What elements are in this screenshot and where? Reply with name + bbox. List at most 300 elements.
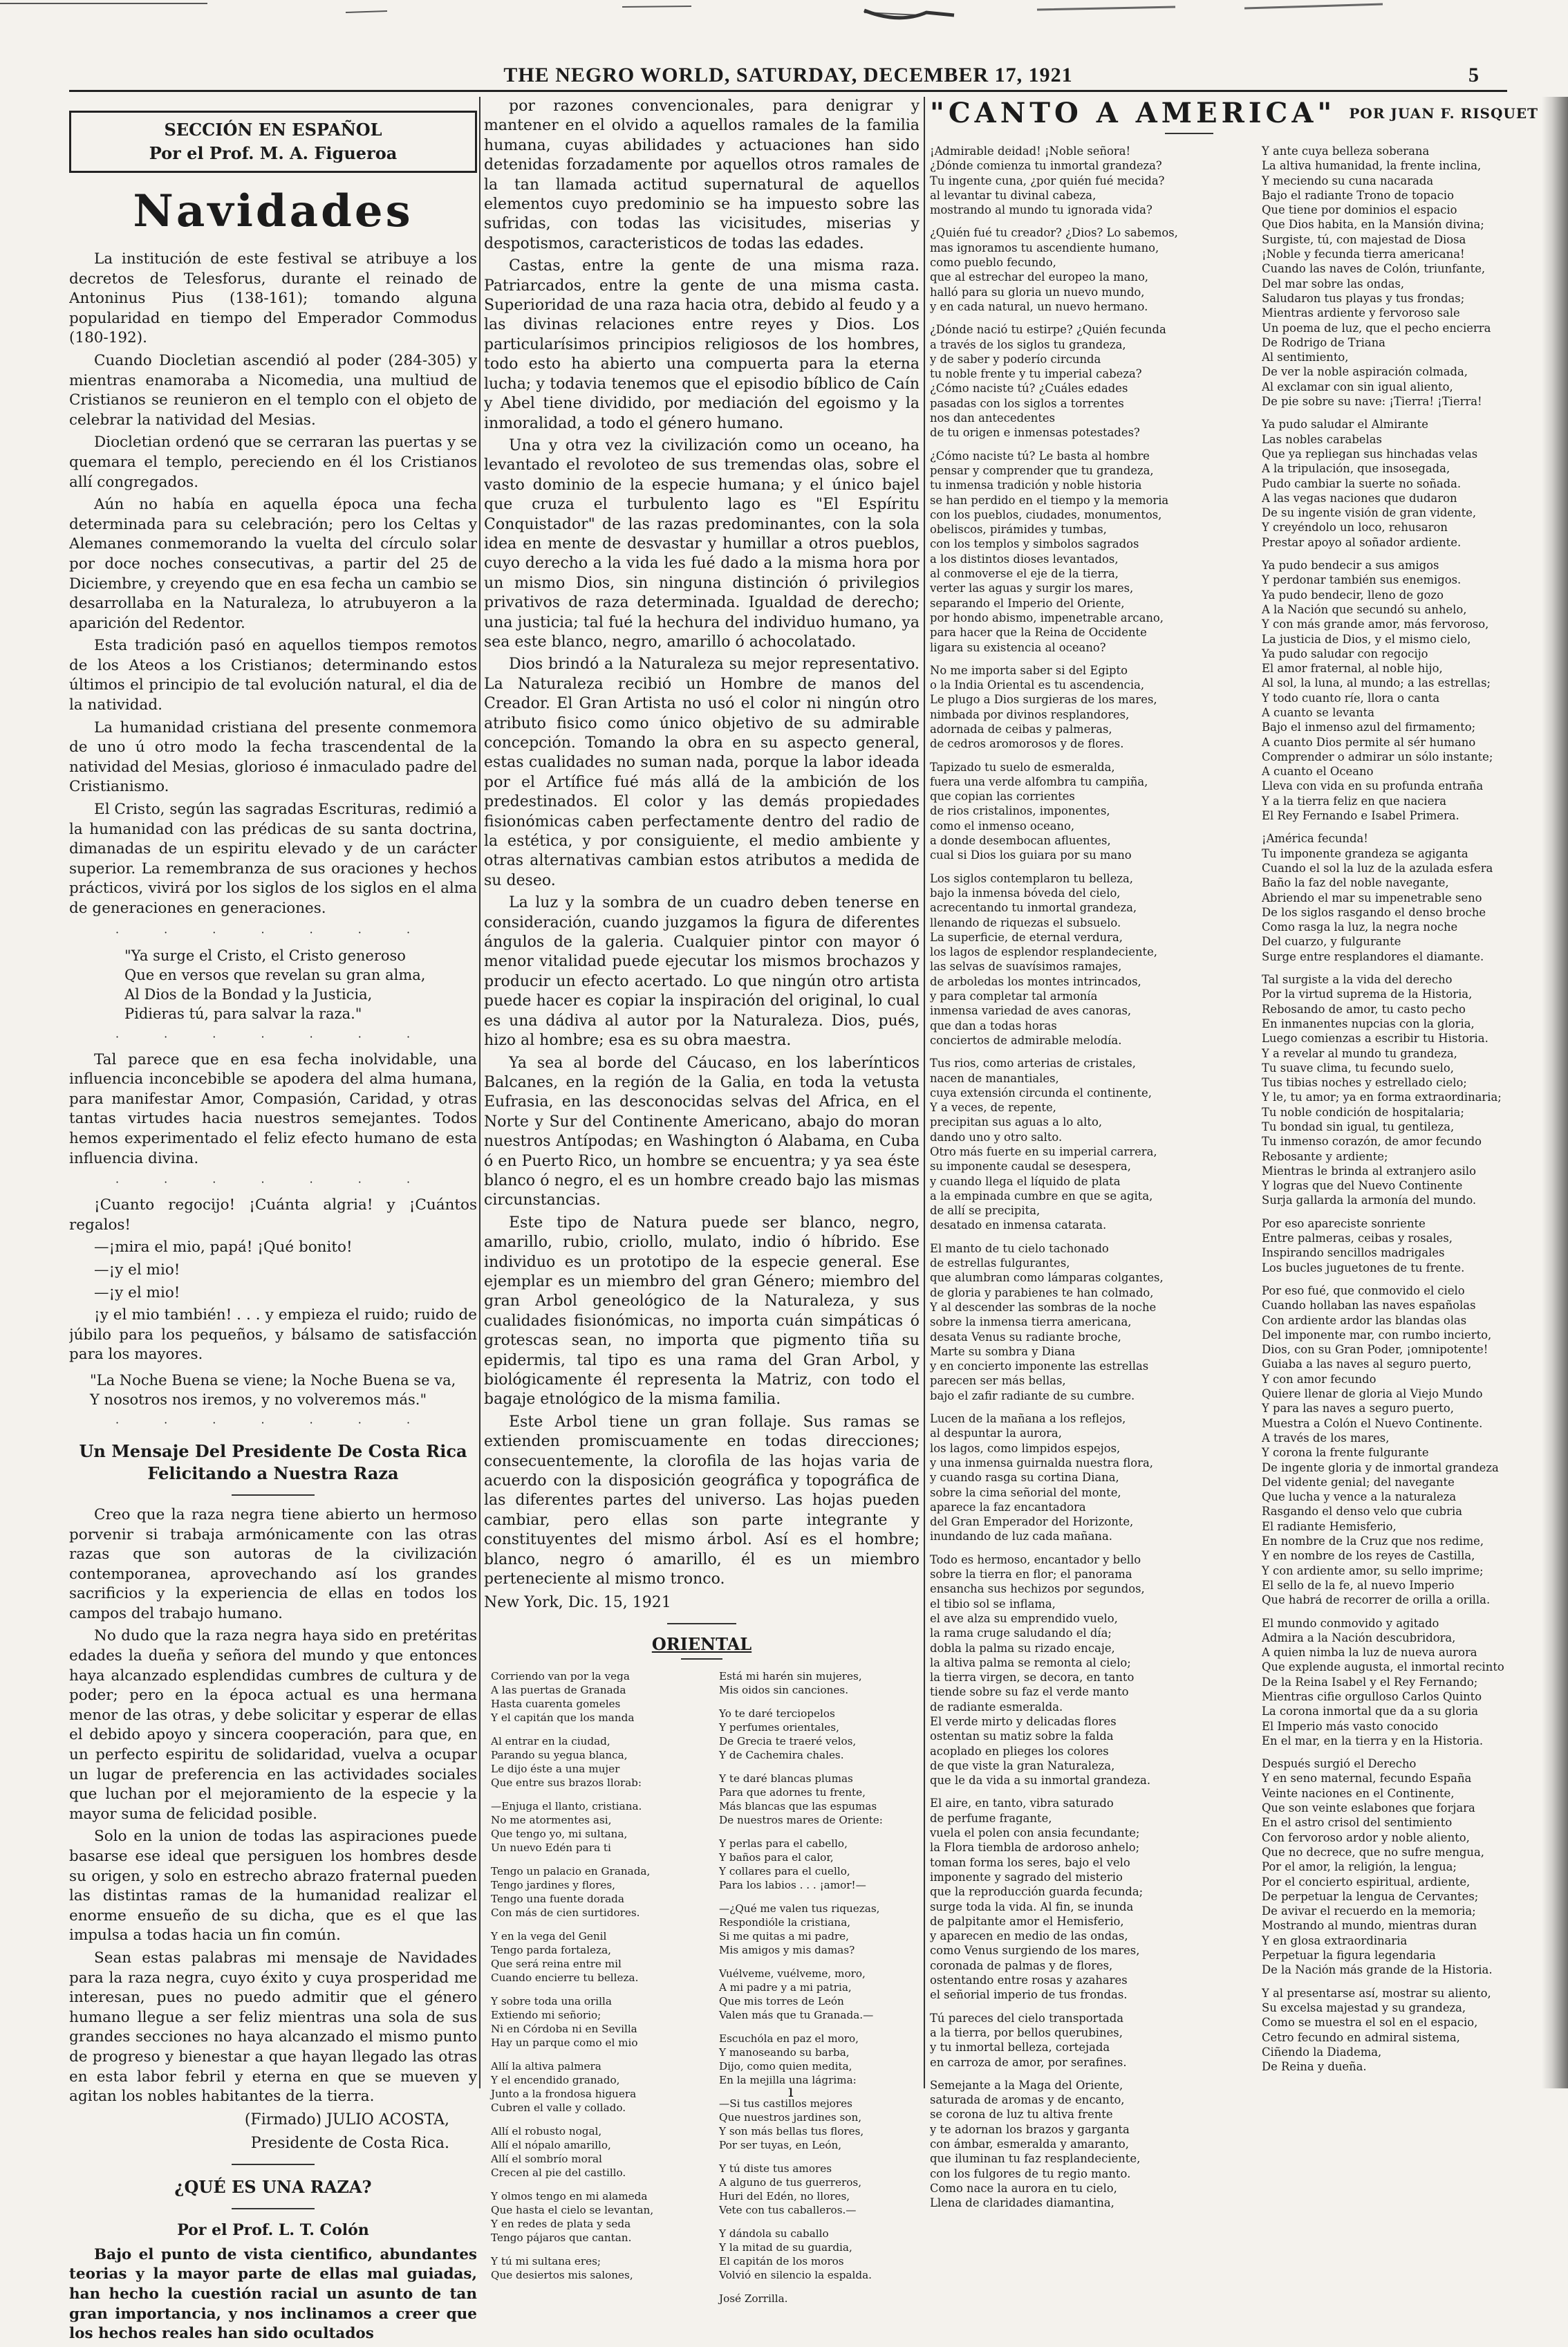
verse-line: con ámbar, esmeralda y amaranto, [930,2137,1129,2151]
paragraph: —¡y el mio! [94,1261,180,1279]
verse-line: Corriendo van por la vega [491,1669,630,1682]
verse-line: pasadas con los siglos a torrentes [930,396,1124,410]
verse-line: Más blancas que las espumas [719,1799,877,1812]
stanza [719,1772,920,1827]
verse-line: Al Dios de la Bondad y la Justicia, [124,985,373,1003]
verse-line: Tengo un palacio en Granada, [491,1864,651,1877]
verse-line: y en cada natural, un nuevo hermano. [930,299,1148,313]
verse-line: Y baños para el calor, [719,1850,834,1864]
verse-line: Y en redes de plata y seda [491,2217,631,2230]
verse-noche-buena [90,1371,477,1409]
verse-line: El Rey Fernando e Isabel Primera. [1262,809,1459,823]
verse-line: Los siglos contemplaron tu belleza, [930,871,1134,885]
verse-line: saturada de aromas y de encanto, [930,2093,1125,2107]
verse-line: Como nace la aurora en tu cielo, [930,2181,1117,2195]
verse-line: se corona de luz tu altiva frente [930,2108,1113,2122]
verse-line: Surge entre resplandores el diamante. [1262,949,1484,963]
stanza [1262,1283,1538,1608]
verse-line: la tierra virgen, se decora, en tanto [930,1671,1135,1685]
verse-line: a través de los siglos tu grandeza, [930,337,1126,351]
verse-line: Rebosando de amor, tu casto pecho [1262,1002,1466,1016]
verse-line: A alguno de tus guerreros, [719,2176,862,2189]
verse-line: precipitan sus aguas a lo alto, [930,1115,1103,1129]
verse-line: y te adornan los brazos y garganta [930,2122,1130,2136]
verse-line: Rasgando el denso velo que cubria [1262,1505,1462,1519]
verse-line: Tal surgiste a la vida del derecho [1262,973,1453,987]
verse-line: a los distintos dioses levantados, [930,552,1119,566]
verse-line: obeliscos, pirámides y tumbas, [930,523,1107,537]
verse-line: Y creyéndolo un loco, rehusaron [1262,521,1448,535]
verse-line: toman forma los seres, bajo el velo [930,1855,1130,1869]
divider-dots: · · · · · · · [115,1416,431,1429]
verse-line: Que desiertos mis salones, [491,2268,633,2281]
verse-line: "Ya surge el Cristo, el Cristo generoso [124,947,406,964]
stanza [930,1056,1241,1233]
column-2 [484,97,920,2315]
verse-line: de que viste la gran Naturaleza, [930,1759,1115,1772]
stanza [930,2011,1241,2070]
verse-line: bajo el zafir radiante de su cumbre. [930,1389,1135,1402]
verse-line: y cuando llega el líquido de plata [930,1174,1121,1188]
verse-line: Marte su sombra y Diana [930,1344,1076,1358]
verse-line: tiende sobre su faz el verde manto [930,1685,1129,1699]
verse-line: con los fulgores de tu regio manto. [930,2167,1131,2180]
verse-line: Y nosotros nos iremos, y no volveremos más." [90,1391,427,1408]
verse-line: Y collares para el cuello, [719,1864,850,1877]
canto-poem [930,144,1538,2218]
section-box [69,111,477,173]
verse-line: adornada de ceibas y palmeras, [930,722,1112,736]
verse-line: De su ingente visión de gran vidente, [1262,506,1477,520]
verse-line: de arboledas los montes intrincados, [930,974,1141,988]
stanza [1262,417,1538,550]
verse-line: ¡América fecunda! [1262,832,1368,846]
verse-line: Ciñendo la Diadema, [1262,2045,1382,2059]
verse-line: Comprender o admirar un sólo instante; [1262,750,1493,763]
paragraph: —¡mira el mio, papá! ¡Qué bonito! [94,1239,353,1256]
verse-line: Y para las naves a seguro puerto, [1262,1402,1454,1416]
verse-line: tu noble frente y tu imperial cabeza? [930,367,1142,381]
verse-line: Que mis torres de León [719,1994,844,2007]
stanza [719,1837,920,1892]
masthead [69,64,1507,87]
verse-line: sobre la inmensa tierra americana, [930,1315,1132,1329]
verse-line: Bajo el radiante Trono de topacio [1262,188,1454,202]
verse-line: De Reina y dueña. [1262,2060,1367,2074]
stanza [930,2078,1241,2211]
verse-line: La corona inmortal que da a su gloria [1262,1705,1479,1718]
verse-line: que copian las corrientes [930,790,1075,804]
verse-line: Saludaron tus playas y tus frondas; [1262,291,1465,305]
paragraph: ¡y el mio también! . . . y empieza el ruido; ruido de júbilo para los pequeños, y bálsamo de satisfacción para los mayores. [69,1306,477,1364]
verse-line: los lagos, como limpidos espejos, [930,1441,1121,1455]
navidades-title: Navidades [133,185,413,237]
divider [232,2208,315,2209]
verse-line: Y a veces, de repente, [930,1101,1056,1115]
verse-line: Surgiste, tú, con majestad de Diosa [1262,232,1466,246]
verse-line: ostentan su matiz sobre la falda [930,1729,1114,1743]
verse-line: cual si Dios los guiara por su mano [930,848,1132,862]
verse-line: Veinte naciones en el Continente, [1262,1786,1455,1800]
verse-line: Abriendo el mar su impenetrable seno [1262,891,1482,905]
signature: (Firmado) JULIO ACOSTA, [244,2111,449,2128]
verse-line: Allí el sombrío moral [491,2152,602,2165]
verse-line: Está mi harén sin mujeres, [719,1669,862,1682]
verse-line: inmensa variedad de aves canoras, [930,1004,1132,1018]
stanza [491,1994,691,2050]
verse-line: vuela el polen con ansia fecundante; [930,1826,1140,1840]
verse-line: Que tiene por dominios el espacio [1262,203,1457,217]
verse-line: de palpitante amor el Hemisferio, [930,1914,1124,1928]
verse-line: al levantar tu divinal cabeza, [930,188,1096,202]
verse-line: imponente y sagrado del misterio [930,1870,1123,1884]
verse-line: Y al descender las sombras de la noche [930,1300,1157,1314]
verse-line: Mientras le brinda al extranjero asilo [1262,1164,1476,1178]
verse-line: El radiante Hemisferio, [1262,1519,1397,1533]
verse-line: Y olmos tengo en mi alameda [491,2189,648,2202]
verse-line: Y meciendo su cuna nacarada [1262,174,1434,187]
verse-line: Y perdonar también sus enemigos. [1262,573,1462,587]
masthead-rule [69,90,1507,92]
stanza [930,1241,1241,1403]
section-title: SECCIÓN EN ESPAÑOL [164,120,382,140]
paragraph: Creo que la raza negra tiene abierto un hermoso porvenir si trabaja armónicamente con las otras razas que son autoras de la civilización contemporanea, aprovechando así los grandes sacrificios y la experiencia de ellas en todos los campos del trabajo humano. [69,1505,477,1622]
verse-line: La altiva humanidad, la frente inclina, [1262,159,1482,173]
verse-line: En inmanentes nupcias con la gloria, [1262,1017,1475,1030]
verse-line: ¡Noble y fecunda tierra americana! [1262,248,1465,261]
column-rule-2 [924,97,925,2088]
verse-line: del Gran Emperador del Horizonte, [930,1515,1134,1529]
verse-line: con los pueblos, ciudades, monumentos, [930,508,1162,521]
verse-line: de rios cristalinos, imponentes, [930,804,1110,818]
verse-line: Y tú diste tus amores [719,2162,832,2175]
stanza [491,1734,691,1790]
verse-line: Y en nombre de los reyes de Castilla, [1262,1549,1475,1563]
verse-line: Si me quitas a mi padre, [719,1929,849,1942]
stanza [930,1552,1241,1788]
verse-line: Por el concierto espiritual, ardiente, [1262,1875,1471,1889]
verse-line: Que entre sus brazos llorab: [491,1776,642,1789]
stanza [930,449,1241,655]
stanza [930,1411,1241,1544]
verse-line: Y sobre toda una orilla [491,1994,612,2007]
verse-line: Tengo una fuente dorada [491,1892,624,1905]
verse-line: a la tierra, por bellos querubines, [930,2025,1123,2039]
verse-line: Prestar apoyo al soñador ardiente. [1262,535,1462,549]
signature-title: Presidente de Costa Rica. [250,2134,449,2152]
verse-line: Y en glosa extraordinaria [1262,1933,1408,1947]
verse-line: sobre la cima señorial del monte, [930,1485,1121,1499]
verse-line: y en concierto imponente las estrellas [930,1360,1149,1373]
verse-line: y aparecen en medio de las ondas, [930,1929,1128,1943]
verse-line: cuya extensión circunda el continente, [930,1086,1152,1100]
verse-line: Cuando las naves de Colón, triunfante, [1262,262,1486,276]
verse-line: Tengo pájaros que cantan. [491,2231,632,2244]
verse-line: Hasta cuarenta gomeles [491,1697,621,1710]
verse-line: Lleva con vida en su profunda entraña [1262,779,1484,793]
verse-line: desata Venus su radiante broche, [930,1330,1121,1344]
verse-line: De nuestros mares de Oriente: [719,1813,883,1826]
verse-line: De perpetuar la lengua de Cervantes; [1262,1889,1479,1903]
stanza [491,2254,691,2282]
verse-line: Surja gallarda la armonía del mundo. [1262,1194,1477,1207]
verse-line: con los templos y simbolos sagrados [930,537,1139,551]
verse-line: —Si tus castillos mejores [719,2097,852,2110]
verse-line: Respondióle la cristiana, [719,1915,851,1929]
verse-line: Por la virtud suprema de la Historia, [1262,987,1473,1001]
verse-line: Baño la faz del noble navegante, [1262,876,1449,890]
verse-line: Extiendo mi señorio; [491,2008,601,2021]
verse-line: que alumbran como lámparas colgantes, [930,1271,1164,1285]
verse-line: Tu bondad sin igual, tu gentileza, [1262,1120,1455,1133]
verse-line: Perpetuar la figura legendaria [1262,1949,1436,1963]
verse-line: que le da vida a su inmortal grandeza. [930,1774,1151,1788]
verse-line: Inspirando sencillos madrigales [1262,1246,1445,1260]
verse-line: Llena de claridades diamantina, [930,2196,1114,2210]
verse-line: Vete con tus caballeros.— [719,2203,857,2216]
verse-line: Cetro fecundo en admiral sistema, [1262,2030,1460,2044]
verse-line: Mostrando al mundo, mientras duran [1262,1919,1477,1933]
verse-line: nimbada por divinos resplandores, [930,707,1130,721]
verse-line: de radiante esmeralda. [930,1700,1063,1714]
verse-line: sobre la tierra en flor; el panorama [930,1568,1132,1581]
canto-title [930,97,1538,130]
verse-line: Que explende augusta, el inmortal recinto [1262,1660,1504,1674]
verse-line: el ave alza su emprendido vuelo, [930,1611,1118,1625]
divider-dots: · · · · · · · [115,1176,431,1189]
verse-line: Muestra a Colón el Nuevo Continente. [1262,1416,1483,1430]
paragraph: Tal parece que en esa fecha inolvidable, una influencia inconcebible se apodera del alma humana, para manifestar Amor, Compasión, Caridad, y otras tantas virtudes hacia nuestros semejantes. Todos hemos experimentado el feliz efecto humano de esta influencia divina. [69,1050,477,1167]
navidades-dialogue [69,1196,477,1365]
verse-line: al despuntar la aurora, [930,1427,1062,1440]
stanza [1262,558,1538,823]
verse-line: de cedros aromorosos y de flores. [930,737,1124,751]
verse-line: Ni en Córdoba ni en Sevilla [491,2022,637,2035]
verse-line: Junto a la frondosa higuera [491,2087,637,2100]
verse-line: bajo la inmensa bóveda del cielo, [930,886,1121,900]
verse-line: mostrando al mundo tu ignorada vida? [930,203,1152,217]
verse-line: Parando su yegua blanca, [491,1748,628,1761]
stanza [1262,972,1538,1208]
verse-line: Mis amigos y mis damas? [719,1943,855,1956]
verse-line: tu inmensa tradición y noble historia [930,479,1142,492]
verse-line: Con ardiente ardor las blandas olas [1262,1313,1467,1327]
divider-dots: · · · · · · · [115,925,431,939]
oriental-left [484,1669,691,2315]
divider [667,1623,736,1624]
stanza [719,2032,920,2087]
verse-line: Luego comienzas a escribir tu Historia. [1262,1032,1488,1046]
verse-line: Y perlas para el cabello, [719,1837,848,1850]
verse-line: desatado en inmensa catarata. [930,1218,1107,1232]
verse-line: la Flora tiembla de ardoroso anhelo; [930,1841,1140,1855]
column-rule-1 [479,97,480,2088]
verse-line: Y en seno maternal, fecundo España [1262,1772,1472,1785]
verse-line: Vuélveme, vuélveme, moro, [719,1967,866,1980]
verse-line: Que lucha y vence a la naturaleza [1262,1490,1457,1504]
verse-line: Un poema de luz, que el pecho encierra [1262,321,1491,335]
verse-line: El aire, en tanto, vibra saturado [930,1797,1114,1810]
stanza [1262,144,1538,409]
stanza [491,2124,691,2180]
verse-line: De Rodrigo de Triana [1262,335,1385,349]
verse-line: Y son más bellas tus flores, [719,2124,864,2137]
verse-line: coronada de palmas y de flores, [930,1958,1113,1972]
verse-line: acoplado en plieges los colores [930,1744,1109,1758]
verse-line: Ya pudo bendecir, lleno de gozo [1262,588,1444,602]
verse-line: Que será reina entre mil [491,1957,622,1970]
verse-line: al conmoverse el eje de la tierra, [930,567,1119,581]
verse-line: El mundo conmovido y agitado [1262,1616,1439,1630]
verse-line: Como se muestra el sol en el espacio, [1262,2016,1478,2030]
stanza [491,2189,691,2245]
stanza [930,871,1241,1048]
paragraph: No dudo que la raza negra haya sido en pretéritas edades la dueña y señora del mundo y que entonces haya alcanzado esplendidas cumbres de cultura y de poder; pero en la época actual es una hermana menor de las otras, y debe solicitar y esperar de ellas el debido apoyo y sincera cooperación, para que, en un perfecto espiritu de solidaridad, vuelva a ocupar un lugar de preferencia en las actividades sociales que luchan por el mejoramiento de la especie y la mayor suma de felicidad posible. [69,1627,477,1823]
scan-top-edge [0,0,1568,41]
verse-line: Cuando encierre tu belleza. [491,1971,639,1984]
verse-line: Y le, tu amor; ya en forma extraordinaria; [1262,1091,1502,1104]
verse-line: de allí se precipita, [930,1204,1040,1218]
paragraph: Este tipo de Natura puede ser blanco, negro, amarillo, rubio, criollo, mulato, indio ó híbrido. Ese individuo es un prototipo de la especie general. Ese ejemplar es un miembro del gran Género; miembro del gran Arbol geneológico de la Naturaleza, y sus cualidades fisionómicas, no importa cuán simpáticas ó grotescas sean, no importa que pigmento tiña su epidermis, tal tipo es una rama del Gran Arbol, y biológicamente él representa la Matriz, con todo el bagaje etnológico de la misma familia. [484,1214,920,1409]
paragraph: Dios brindó a la Naturaleza su mejor representativo. La Naturaleza recibió un Hombre de manos del Creador. El Gran Artista no usó el color ni ningún otro atributo fisico como único objetivo de su admirable concepción. Tomando la obra en su aspecto general, estas cualidades no suman nada, porque la labor ideada por el Artífice fué más allá de la ambición de los predestinados. El color y las demás propiedades fisionómicas caben perfectamente dentro del radio de la estética, y por consiguiente, el medio ambiente y otras alternativas cambian estos atributos a medida de su deseo. [484,656,920,889]
verse-line: Que no decrece, que no sufre mengua, [1262,1845,1484,1859]
verse-line: Escuchóla en paz el moro, [719,2032,859,2045]
stanza [930,225,1241,314]
divider [232,2164,315,2165]
verse-line: ¿Dónde comienza tu inmortal grandeza? [930,159,1162,173]
verse-line: Tengo jardines y flores, [491,1878,615,1891]
verse-line: No me importa saber si del Egipto [930,663,1128,677]
verse-line: Allí el nópalo amarillo, [491,2138,611,2151]
verse-line: y de saber y poderío circunda [930,352,1101,366]
stanza [491,1864,691,1920]
verse-line: Al sol, la luna, al mundo; a las estrellas; [1262,676,1491,690]
verse-line: Bajo el inmenso azul del firmamento; [1262,721,1476,734]
navidades-body [69,250,477,919]
verse-line: Tu imponente grandeza se agiganta [1262,846,1468,860]
verse-line: Ya pudo bendecir a sus amigos [1262,559,1439,573]
verse-line: para hacer que la Reina de Occidente [930,626,1147,640]
verse-line: A mi padre y a mi patria, [719,1980,852,1994]
verse-line: El amor fraternal, al noble hijo, [1262,662,1443,676]
verse-line: dando uno y otro salto. [930,1130,1063,1144]
verse-line: Que en versos que revelan su gran alma, [124,966,426,983]
verse-line: el señorial imperio de tus frondas. [930,1988,1128,2002]
verse-line: de perfume fragante, [930,1811,1052,1825]
verse-line: Y ante cuya belleza soberana [1262,145,1430,158]
paragraph: Este Arbol tiene un gran follaje. Sus ramas se extienden promiscuamente en todas direcciones; consecuentemente, la clorofila de las hojas varia de acuerdo con la disposición geográfica y topográfica de las diferentes partes del universo. Las hojas pueden cambiar, pero ellas son parte integrante y constituyentes del mismo árbol. Así es el hombre; blanco, negro ó amarillo, él es un miembro perteneciente al mismo tronco. [484,1413,920,1588]
verse-line: "La Noche Buena se viene; la Noche Buena se va, [90,1371,456,1389]
verse-line: A la Nación que secundó su anhelo, [1262,602,1467,616]
verse-line: Al entrar en la ciudad, [491,1734,610,1747]
stanza [719,1967,920,2022]
stanza [719,2227,920,2282]
canto-left [930,144,1241,2218]
oriental-right [712,1669,920,2315]
paragraph: Aún no había en aquella época una fecha determinada para su celebración; pero los Celtas y Alemanes conmemorando la vuelta del círculo solar por doce noches consecutivas, a partir del 25 de Diciembre, y creyendo que en esa fecha un cambio se desarrollaba en la Naturaleza, lo atrubuyeron a la aparición del Redentor. [69,496,477,632]
verse-line: y cuando rasga su cortina Diana, [930,1471,1119,1485]
verse-line: Pudo cambiar la suerte no soñada. [1262,476,1462,490]
verse-line: De los siglos rasgando el denso broche [1262,905,1486,919]
verse-line: Que Dios habita, en la Mansión divina; [1262,218,1484,232]
stanza [1262,1616,1538,1749]
navidades-body-2 [69,1050,477,1169]
stanza [719,2162,920,2217]
verse-line: Cuando el sol la luz de la azulada esfera [1262,861,1493,875]
verse-line: Allí el robusto nogal, [491,2124,602,2137]
verse-line: fuera una verde alfombra tu campiña, [930,774,1148,788]
verse-line: Después surgió el Derecho [1262,1757,1417,1771]
verse-line: Valen más que tu Granada.— [719,2008,874,2021]
verse-line: Y logras que del Nuevo Continente [1262,1179,1463,1193]
stanza [719,1902,920,1957]
verse-line: A cuanto se levanta [1262,705,1374,719]
verse-line: ¿Quién fué tu creador? ¿Dios? Lo sabemos, [930,226,1178,240]
verse-line: de gloria y parabienes te han colmado, [930,1286,1154,1299]
verse-line: Un nuevo Edén para ti [491,1841,611,1854]
stanza [1262,1986,1538,2075]
page-number: 5 [1468,64,1480,86]
verse-line: A cuanto el Oceano [1262,765,1374,779]
verse-line: Y perfumes orientales, [719,1720,839,1734]
verse-line: Ya pudo saludar el Almirante [1262,418,1428,432]
verse-line: Que nuestros jardines son, [719,2111,862,2124]
verse-line: Por ser tuyas, en León, [719,2138,842,2151]
verse-line: La superficie, de eternal verdura, [930,930,1123,944]
verse-line: Le dijo éste a una mujer [491,1762,620,1775]
verse-line: A la tripulación, que insosegada, [1262,462,1450,476]
verse-line: El Imperio más vasto conocido [1262,1719,1439,1733]
oriental-poem [484,1669,920,2315]
verse-line: ¿Cómo naciste tú? ¿Cuáles edades [930,382,1128,396]
verse-line: Que son veinte eslabones que forjara [1262,1801,1475,1815]
verse-line: Y dándola su caballo [719,2227,829,2240]
divider [681,1658,722,1660]
verse-line: la altiva palma se remonta al cielo; [930,1655,1131,1669]
verse-line: Del mar sobre las ondas, [1262,277,1405,290]
verse-line: La justicia de Dios, y el mismo cielo, [1262,632,1471,646]
verse-line: los lagos de esplendor resplandeciente, [930,945,1158,959]
verse-line: Tus rios, como arterias de cristales, [930,1057,1136,1070]
verse-line: Y todo cuanto ríe, llora o canta [1262,691,1440,705]
verse-line: Y el encendido granado, [491,2073,620,2086]
verse-line: Yo te daré terciopelos [719,1707,835,1720]
verse-line: Para que adornes tu frente, [719,1785,866,1799]
verse-line: Entre palmeras, ceibas y rosales, [1262,1232,1453,1245]
masthead-title: THE NEGRO WORLD, SATURDAY, DECEMBER 17, 1921 [503,64,1073,86]
verse-line: Hay un parque como el mio [491,2036,638,2049]
mensaje-title: Un Mensaje Del Presidente De Costa Rica Felicitando a Nuestra Raza [79,1440,467,1483]
verse-line: Tu inmenso corazón, de amor fecundo [1262,1135,1482,1149]
verse-line: Admira a la Nación descubridora, [1262,1631,1456,1644]
verse-line: Cuando hollaban las naves españolas [1262,1299,1476,1312]
verse-line: Que tengo yo, mi sultana, [491,1827,628,1840]
verse-line: en carroza de amor, por serafines. [930,2055,1127,2069]
verse-line: Y tú mi sultana eres; [491,2254,601,2267]
verse-line: Y con ardiente amor, su sello imprime; [1262,1564,1484,1577]
verse-line: Rebosante y ardiente; [1262,1149,1388,1163]
verse-line: separando el Imperio del Oriente, [930,596,1125,610]
verse-line: Al exclamar con sin igual aliento, [1262,380,1453,393]
verse-line: Crecen al pie del castillo. [491,2166,626,2179]
verse-line: Tus tibias noches y estrellado cielo; [1262,1076,1467,1090]
stanza [1262,1756,1538,1977]
verse-line: como Venus surgiendo de los mares, [930,1944,1140,1958]
verse-line: ¿Cómo naciste tú? Le basta al hombre [930,449,1150,463]
verse-line: aparece la faz encantadora [930,1500,1086,1514]
verse-line: las selvas de suavísimos ramajes, [930,960,1122,974]
canto-title-text: "CANTO A AMERICA" [930,97,1336,129]
